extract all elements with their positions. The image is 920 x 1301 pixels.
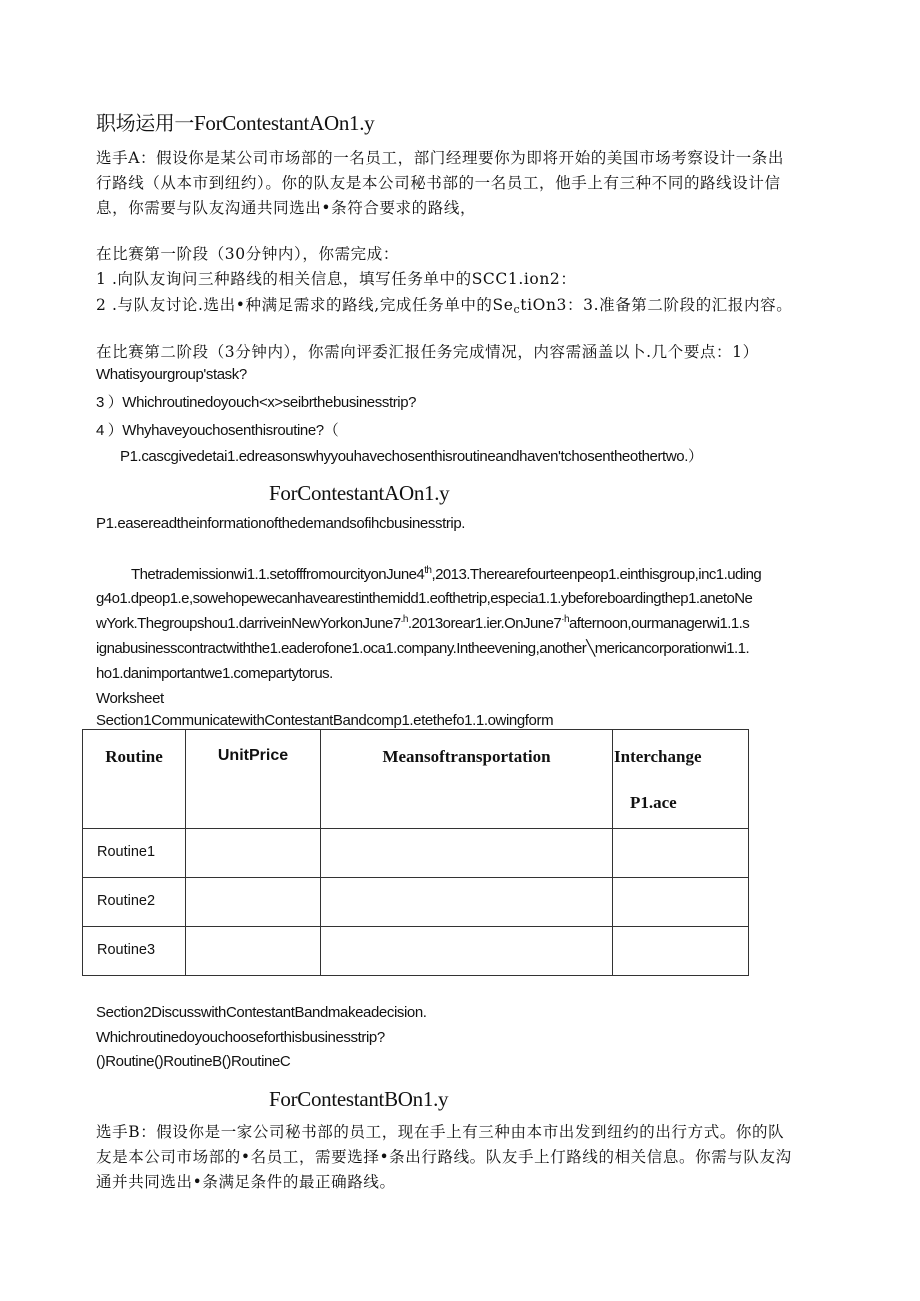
section2-options[interactable]: ()Routine()RoutineB()RoutineC [96, 1053, 291, 1070]
header-unit-price [186, 730, 321, 829]
intro-b-line-1: 选手B：假设你是一家公司秘书部的员工，现在手上有三种由本市出发到纽约的出行方式。你的队 [96, 1123, 785, 1141]
paragraph-line-1-text: Thetrademissionwi1.1.setofffromourcityonJune4 [131, 566, 425, 583]
page-title-en: ForContestantAOn1.y [194, 111, 375, 135]
paragraph-line-1 [131, 565, 761, 583]
routine2-place-cell[interactable] [613, 878, 749, 927]
routine1-name [83, 829, 186, 878]
stage2-question-3-note: P1.cascgivedetai1.edreasonswhyyouhavechosenthisroutineandhaven'tchosentheothertwo.） [120, 448, 703, 465]
routine2-price-cell[interactable] [186, 878, 321, 927]
header-interchange-label: Interchange [614, 747, 702, 766]
paragraph-line-1-tail: ,2013.Therearefourteenpeop1.einthisgroup,inc1.uding [431, 566, 762, 583]
routine2-name [83, 878, 186, 927]
section-b-title: ForContestantBOn1.y [269, 1087, 449, 1111]
stage1-item-2 [96, 293, 792, 315]
stage1-item-1: 1 .向队友询问三种路线的相关信息，填写任务单中的SCC1.ion2： [96, 270, 577, 288]
header-routine-label: Routine [105, 747, 163, 766]
section-a-title: ForContestantAOn1.y [269, 481, 450, 505]
section2-label: Section2DiscusswithContestantBandmakeadecision. [96, 1004, 427, 1021]
routine3-name-text: Routine3 [97, 942, 156, 958]
table-row [83, 878, 749, 927]
page-title [96, 107, 374, 136]
section-a-instruction: P1.easereadtheinformationofthedemandsofihcbusinesstrip. [96, 515, 466, 532]
stage1-item-2-tail: tiOn3：3.准备第二阶段的汇报内容。 [520, 296, 793, 314]
routine3-price-cell[interactable] [186, 927, 321, 976]
paragraph-line-3-sup2: ·h [561, 614, 569, 625]
paragraph-line-4: ignabusinesscontractwiththe1.eaderofone1.oca1.company.Intheevening,another╲mericancorporationwi1.1. [96, 640, 750, 657]
stage1-item-2-text: 2 .与队友讨论.选出•种满足需求的路线,完成任务单中的Se [96, 296, 514, 314]
routine3-place-cell[interactable] [613, 927, 749, 976]
routine3-name [83, 927, 186, 976]
paragraph-line-3-mid: .2013orear1.ier.OnJune7 [407, 615, 562, 632]
stage2-question-1: Whatisyourgroup'stask? [96, 366, 247, 383]
header-interchange-place [613, 730, 749, 829]
worksheet-label: Worksheet [96, 690, 164, 707]
routine1-name-text: Routine1 [97, 844, 156, 860]
paragraph-line-3 [96, 614, 749, 632]
stage2-question-3: 4 ）Whyhaveyouchosenthisroutine?（ [96, 422, 339, 439]
stage1-heading: 在比赛第一阶段（30分钟内），你需完成： [96, 245, 399, 263]
section2-question: Whichroutinedoyouchooseforthisbusinesstrip? [96, 1029, 385, 1046]
paragraph-line-3-tail: afternoon,ourmanagerwi1.1.s [568, 615, 750, 632]
intro-a-line-3: 息，你需要与队友沟通共同选出•条符合要求的路线， [96, 199, 477, 217]
stage2-question-2: 3 ）Whichroutinedoyouch<x>seibrthebusinesstrip? [96, 394, 417, 411]
routine1-place-cell[interactable] [613, 829, 749, 878]
routine1-price-cell[interactable] [186, 829, 321, 878]
intro-b-line-2: 友是本公司市场部的•名员工，需要选择•条出行路线。队友手上仃路线的相关信息。你需与队友沟 [96, 1148, 792, 1166]
paragraph-line-3-text: wYork.Thegroupshou1.darriveinNewYorkonJune7 [96, 615, 401, 632]
section1-label: Section1CommunicatewithContestantBandcomp1.etethefo1.1.owingform [96, 712, 554, 729]
table-row [83, 829, 749, 878]
header-routine [83, 730, 186, 829]
routine3-transport-cell[interactable] [321, 927, 613, 976]
routine1-transport-cell[interactable] [321, 829, 613, 878]
paragraph-line-2: g4o1.dpeop1.e,sowehopewecanhavearestinthemidd1.eofthetrip,especia1.1.ybeforeboardingthep1.anetoNe [96, 590, 753, 607]
paragraph-line-3-sup: .h [400, 614, 408, 625]
worksheet-table [82, 729, 749, 976]
header-transport-label: Meansoftransportation [382, 747, 551, 766]
intro-b-line-3: 通并共同选出•条满足条件的最正确路线。 [96, 1173, 396, 1191]
table-row [83, 927, 749, 976]
header-unit-price-label: UnitPrice [217, 747, 289, 764]
paragraph-line-1-sup: th [424, 565, 432, 576]
routine2-name-text: Routine2 [97, 893, 156, 909]
page-title-cn: 职场运用一 [96, 111, 194, 135]
intro-a-line-1: 选手A：假设你是某公司市场部的一名员工，部门经理要你为即将开始的美国市场考察设计一条出 [96, 149, 784, 167]
table-header-row [83, 730, 749, 829]
header-transport [321, 730, 613, 829]
header-place-label: P1.ace [630, 793, 677, 812]
intro-a-line-2: 行路线（从本市到纽约）。你的队友是本公司秘书部的一名员工，他手上有三种不同的路线设计信 [96, 174, 781, 192]
routine2-transport-cell[interactable] [321, 878, 613, 927]
stage2-heading: 在比赛第二阶段（3分钟内），你需向评委汇报任务完成情况，内容需涵盖以卜.几个要点：1） [96, 343, 759, 361]
stage1-item-2-sub: c [513, 303, 521, 316]
paragraph-line-5: ho1.danimportantwe1.comepartytorus. [96, 665, 333, 682]
